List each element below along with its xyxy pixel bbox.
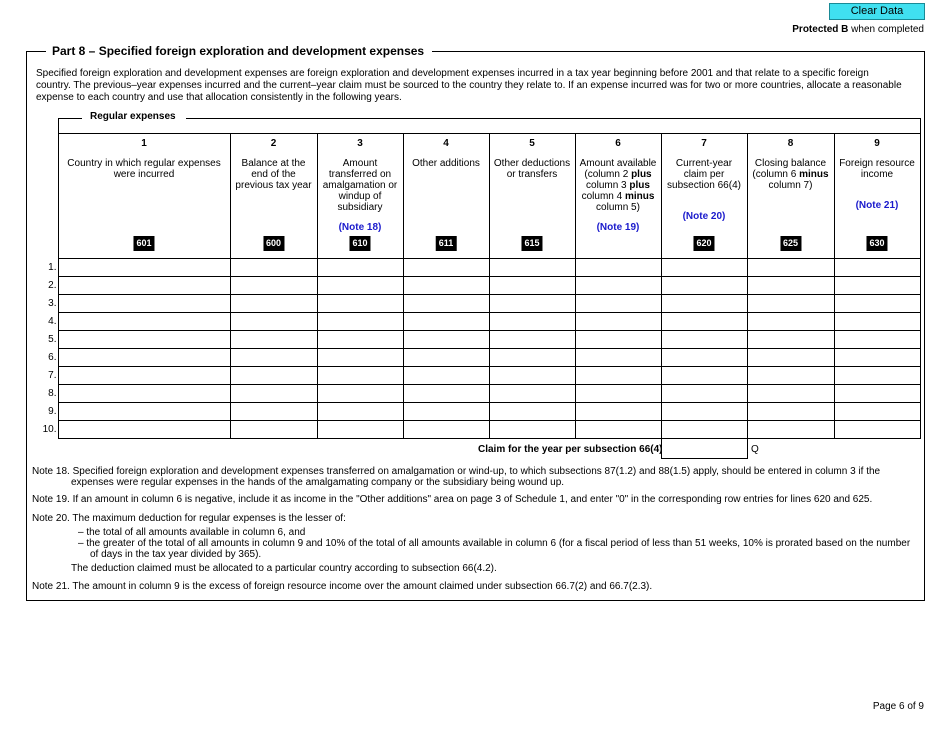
cell-row-10-col-4[interactable] [403,421,489,439]
cell-row-1-col-8[interactable] [747,259,834,277]
cell-input[interactable] [748,331,834,348]
cell-row-6-col-5[interactable] [489,349,575,367]
cell-input[interactable] [748,295,834,312]
clear-data-button[interactable]: Clear Data [829,3,925,20]
column-number: 6 [615,138,621,149]
part-title-rule-left [26,51,46,52]
cell-input[interactable] [748,421,834,438]
column-number: 3 [357,138,363,149]
cell-row-2-col-8[interactable] [747,277,834,295]
column-2-header [230,134,317,259]
cell-row-5-col-6[interactable] [575,331,661,349]
cell-row-8-col-2[interactable] [230,385,317,403]
cell-input[interactable] [662,313,747,330]
cell-row-5-col-3[interactable] [317,331,403,349]
line-code-625: 625 [780,236,801,251]
cell-row-6-col-6[interactable] [575,349,661,367]
column-8-header [747,134,834,259]
cell-row-2-col-4[interactable] [403,277,489,295]
cell-row-9-col-7[interactable] [661,403,747,421]
cell-row-9-col-8[interactable] [747,403,834,421]
cell-input[interactable] [748,367,834,384]
cell-row-5-col-1[interactable] [58,331,230,349]
regular-expenses-table [37,133,921,439]
cell-input[interactable] [318,331,403,348]
cell-row-8-col-3[interactable] [317,385,403,403]
cell-row-4-col-8[interactable] [747,313,834,331]
row-number: 5. [37,331,58,349]
note-19-link[interactable]: (Note 19) [596,222,640,233]
cell-input[interactable] [748,313,834,330]
column-6-header [575,134,661,259]
row-number: 7. [37,367,58,385]
column-description: Closing balance (column 6 minus column 7) [752,158,829,191]
cell-input[interactable] [404,313,489,330]
cell-input[interactable] [576,385,661,402]
cell-row-4-col-7[interactable] [661,313,747,331]
cell-row-7-col-1[interactable] [58,367,230,385]
claim-66-4-field[interactable] [661,439,748,459]
column-9-header [834,134,920,259]
note-19: Note 19. If an amount in column 6 is negative, include it as income in the "Other additions" area on page 3 of Schedule 1, and enter "0" in the corresponding row entries for lines 620 and 625. [32,494,873,505]
column-description: Other additions [412,158,480,169]
part-title: Part 8 – Specified foreign exploration and development expenses [52,44,425,58]
cell-input[interactable] [490,367,575,384]
column-5-header [489,134,575,259]
cell-row-3-col-4[interactable] [403,295,489,313]
cell-input[interactable] [231,331,317,348]
cell-input[interactable] [404,295,489,312]
cell-row-7-col-7[interactable] [661,367,747,385]
row-number: 8. [37,385,58,403]
cell-row-9-col-9[interactable] [834,403,920,421]
cell-row-1-col-9[interactable] [834,259,920,277]
column-3-header [317,134,403,259]
cell-input[interactable] [404,331,489,348]
cell-row-2-col-1[interactable] [58,277,230,295]
regular-title-rule-left [58,118,82,119]
cell-row-7-col-6[interactable] [575,367,661,385]
cell-input[interactable] [490,313,575,330]
cell-row-1-col-7[interactable] [661,259,747,277]
cell-row-3-col-9[interactable] [834,295,920,313]
claim-66-4-input[interactable] [662,439,747,458]
cell-input[interactable] [490,259,575,276]
cell-row-1-col-2[interactable] [230,259,317,277]
cell-input[interactable] [835,349,920,366]
cell-row-1-col-6[interactable] [575,259,661,277]
protected-label [792,24,924,35]
cell-row-1-col-4[interactable] [403,259,489,277]
cell-row-4-col-3[interactable] [317,313,403,331]
column-description: Amount available (column 2 plus column 3 plus column 4 minus column 5) [579,158,657,213]
note-20-bullet-2: – the greater of the total of all amounts in column 9 and 10% of the total of all amounts available in column 6 (for a fiscal period of less than 51 weeks, 10% is prorated based on the number [78,538,911,549]
cell-row-10-col-9[interactable] [834,421,920,439]
column-description: Current-year claim per subsection 66(4) [667,158,741,191]
table-row [37,295,920,313]
cell-row-5-col-2[interactable] [230,331,317,349]
note-20-link[interactable]: (Note 20) [682,211,726,222]
cell-row-7-col-2[interactable] [230,367,317,385]
cell-input[interactable] [404,385,489,402]
cell-row-9-col-4[interactable] [403,403,489,421]
column-number: 2 [270,138,277,149]
note-20-bullet-1: – the total of all amounts available in column 6, and [78,527,306,538]
note-20-allocation: The deduction claimed must be allocated to a particular country according to subsection 66(4.2). [71,563,497,574]
table-row [37,367,920,385]
cell-input[interactable] [404,421,489,438]
row-number: 6. [37,349,58,367]
regular-expenses-title: Regular expenses [90,111,176,122]
row-number: 1. [37,259,58,277]
row-number: 10. [37,421,58,439]
cell-row-5-col-7[interactable] [661,331,747,349]
cell-input[interactable] [748,349,834,366]
cell-input[interactable] [835,421,920,438]
cell-input[interactable] [318,349,403,366]
column-7-header [661,134,747,259]
cell-row-2-col-9[interactable] [834,277,920,295]
cell-input[interactable] [490,331,575,348]
cell-input[interactable] [662,403,747,420]
cell-row-8-col-9[interactable] [834,385,920,403]
cell-input[interactable] [835,403,920,420]
cell-input[interactable] [576,331,661,348]
cell-row-8-col-4[interactable] [403,385,489,403]
cell-input[interactable] [490,295,575,312]
cell-row-10-col-1[interactable] [58,421,230,439]
cell-input[interactable] [835,259,920,276]
cell-row-9-col-3[interactable] [317,403,403,421]
row-number: 2. [37,277,58,295]
cell-input[interactable] [662,421,747,438]
cell-row-3-col-5[interactable] [489,295,575,313]
table-row [37,331,920,349]
page-number: Page 6 of 9 [872,701,924,712]
table-row [37,277,920,295]
cell-input[interactable] [662,277,747,294]
cell-input[interactable] [231,313,317,330]
cell-row-6-col-2[interactable] [230,349,317,367]
cell-input[interactable] [576,367,661,384]
protected-rest-text: when completed [848,24,924,35]
cell-input[interactable] [59,295,230,312]
column-number: 8 [787,138,794,149]
intro-paragraph: Specified foreign exploration and development expenses are foreign exploration and development expenses incurred in a tax year beginning before 2001 and that relate to a specific foreign country. The previous–year expenses incurred and the current–year claim must be sourced to the country they relate to. If an expense incurred was for two or more countries, allocate a reasonable expense to each country and use that allocation consistently in the following years. [36,68,902,103]
cell-row-9-col-1[interactable] [58,403,230,421]
cell-input[interactable] [404,259,489,276]
column-number: 7 [701,138,707,149]
cell-input[interactable] [231,349,317,366]
cell-input[interactable] [748,259,834,276]
column-description: Country in which regular expenses were incurred [67,158,221,180]
cell-input[interactable] [231,295,317,312]
cell-input[interactable] [59,277,230,294]
note-21: Note 21. The amount in column 9 is the excess of foreign resource income over the amount claimed under subsection 66.7(2) and 66.7(2.3). [32,581,653,592]
cell-input[interactable] [318,421,403,438]
cell-input[interactable] [404,349,489,366]
cell-row-10-col-5[interactable] [489,421,575,439]
cell-input[interactable] [231,403,317,420]
cell-row-4-col-9[interactable] [834,313,920,331]
cell-row-3-col-6[interactable] [575,295,661,313]
cell-row-10-col-6[interactable] [575,421,661,439]
cell-row-3-col-1[interactable] [58,295,230,313]
cell-input[interactable] [318,277,403,294]
cell-row-2-col-5[interactable] [489,277,575,295]
cell-input[interactable] [318,385,403,402]
claim-label: Claim for the year per subsection 66(4) [478,444,663,455]
line-code-630: 630 [866,236,887,251]
note-18-continuation: expenses were regular expenses in the hands of the amalgamating company or the subsidiary being wound up. [71,477,565,488]
note-18-link[interactable]: (Note 18) [338,222,382,233]
cell-row-4-col-6[interactable] [575,313,661,331]
cell-row-2-col-7[interactable] [661,277,747,295]
claim-q-marker: Q [751,444,759,455]
column-description: Other deductions or transfers [493,158,571,180]
note-18: Note 18. Specified foreign exploration and development expenses transferred on amalgamation or wind-up, to which subsections 87(1.2) and 88(1.5) apply, should be entered in column 3 if the [32,466,881,477]
cell-row-2-col-6[interactable] [575,277,661,295]
regular-title-rule-right [186,118,921,119]
cell-row-3-col-8[interactable] [747,295,834,313]
cell-row-4-col-2[interactable] [230,313,317,331]
table-row [37,403,920,421]
cell-row-5-col-5[interactable] [489,331,575,349]
row-number-header [37,134,58,259]
cell-row-4-col-4[interactable] [403,313,489,331]
cell-row-9-col-6[interactable] [575,403,661,421]
cell-row-1-col-3[interactable] [317,259,403,277]
cell-row-7-col-8[interactable] [747,367,834,385]
cell-row-7-col-3[interactable] [317,367,403,385]
cell-input[interactable] [59,331,230,348]
cell-row-7-col-4[interactable] [403,367,489,385]
line-code-601: 601 [133,236,154,251]
cell-input[interactable] [662,259,747,276]
cell-row-2-col-2[interactable] [230,277,317,295]
cell-input[interactable] [662,349,747,366]
cell-input[interactable] [576,403,661,420]
cell-input[interactable] [59,313,230,330]
cell-input[interactable] [835,385,920,402]
cell-input[interactable] [576,421,661,438]
cell-input[interactable] [490,277,575,294]
cell-input[interactable] [404,403,489,420]
cell-input[interactable] [576,313,661,330]
row-number: 9. [37,403,58,421]
cell-row-5-col-9[interactable] [834,331,920,349]
cell-input[interactable] [318,295,403,312]
cell-input[interactable] [490,421,575,438]
cell-input[interactable] [59,385,230,402]
protected-b-text: Protected B [792,24,849,35]
cell-row-8-col-8[interactable] [747,385,834,403]
cell-row-6-col-4[interactable] [403,349,489,367]
cell-row-10-col-3[interactable] [317,421,403,439]
cell-row-10-col-7[interactable] [661,421,747,439]
cell-row-9-col-5[interactable] [489,403,575,421]
cell-row-4-col-1[interactable] [58,313,230,331]
line-code-615: 615 [521,236,542,251]
column-description: Balance at the end of the previous tax year [235,158,312,191]
column-1-header [58,134,230,259]
cell-row-3-col-2[interactable] [230,295,317,313]
cell-input[interactable] [662,295,747,312]
cell-input[interactable] [748,385,834,402]
note-21-link[interactable]: (Note 21) [855,200,899,211]
cell-input[interactable] [231,259,317,276]
cell-input[interactable] [662,385,747,402]
line-code-611: 611 [436,236,457,251]
cell-input[interactable] [59,421,230,438]
cell-row-1-col-5[interactable] [489,259,575,277]
column-number: 9 [874,138,880,149]
cell-row-3-col-3[interactable] [317,295,403,313]
cell-input[interactable] [404,367,489,384]
cell-input[interactable] [835,367,920,384]
cell-row-8-col-1[interactable] [58,385,230,403]
column-description: Amount transferred on amalgamation or windup of subsidiary [322,158,398,213]
line-code-620: 620 [693,236,714,251]
cell-row-6-col-1[interactable] [58,349,230,367]
column-description: Foreign resource income [839,158,915,180]
cell-input[interactable] [576,349,661,366]
cell-input[interactable] [835,295,920,312]
table-row [37,313,920,331]
cell-row-8-col-7[interactable] [661,385,747,403]
cell-input[interactable] [59,259,230,276]
cell-input[interactable] [576,295,661,312]
cell-input[interactable] [404,277,489,294]
cell-input[interactable] [576,259,661,276]
table-row [37,349,920,367]
cell-input[interactable] [748,277,834,294]
cell-input[interactable] [748,403,834,420]
cell-input[interactable] [835,331,920,348]
cell-input[interactable] [835,277,920,294]
cell-input[interactable] [490,349,575,366]
cell-input[interactable] [318,403,403,420]
cell-input[interactable] [59,403,230,420]
cell-input[interactable] [318,259,403,276]
note-20-bullet-2-continuation: of days in the tax year divided by 365). [90,549,262,560]
cell-input[interactable] [318,367,403,384]
cell-row-6-col-9[interactable] [834,349,920,367]
table-row [37,421,920,439]
cell-row-6-col-8[interactable] [747,349,834,367]
cell-row-7-col-5[interactable] [489,367,575,385]
row-number: 4. [37,313,58,331]
line-code-600: 600 [263,236,284,251]
cell-row-10-col-8[interactable] [747,421,834,439]
cell-input[interactable] [835,313,920,330]
cell-row-1-col-1[interactable] [58,259,230,277]
cell-input[interactable] [231,277,317,294]
column-number: 5 [529,138,535,149]
cell-input[interactable] [490,385,575,402]
cell-row-9-col-2[interactable] [230,403,317,421]
part-title-rule-right [432,51,925,52]
cell-input[interactable] [59,367,230,384]
column-number: 4 [443,138,449,149]
line-code-610: 610 [349,236,370,251]
cell-input[interactable] [318,313,403,330]
cell-row-8-col-5[interactable] [489,385,575,403]
column-4-header [403,134,489,259]
cell-input[interactable] [231,421,317,438]
table-row [37,259,920,277]
cell-row-2-col-3[interactable] [317,277,403,295]
cell-input[interactable] [231,385,317,402]
cell-input[interactable] [662,331,747,348]
cell-row-5-col-8[interactable] [747,331,834,349]
cell-row-6-col-3[interactable] [317,349,403,367]
cell-input[interactable] [576,277,661,294]
cell-input[interactable] [59,349,230,366]
cell-input[interactable] [490,403,575,420]
cell-row-5-col-4[interactable] [403,331,489,349]
cell-input[interactable] [662,367,747,384]
cell-row-6-col-7[interactable] [661,349,747,367]
note-20: Note 20. The maximum deduction for regular expenses is the lesser of: [32,513,346,524]
cell-row-3-col-7[interactable] [661,295,747,313]
cell-row-7-col-9[interactable] [834,367,920,385]
cell-input[interactable] [231,367,317,384]
cell-row-10-col-2[interactable] [230,421,317,439]
column-number: 1 [141,138,147,149]
row-number: 3. [37,295,58,313]
cell-row-4-col-5[interactable] [489,313,575,331]
cell-row-8-col-6[interactable] [575,385,661,403]
table-row [37,385,920,403]
